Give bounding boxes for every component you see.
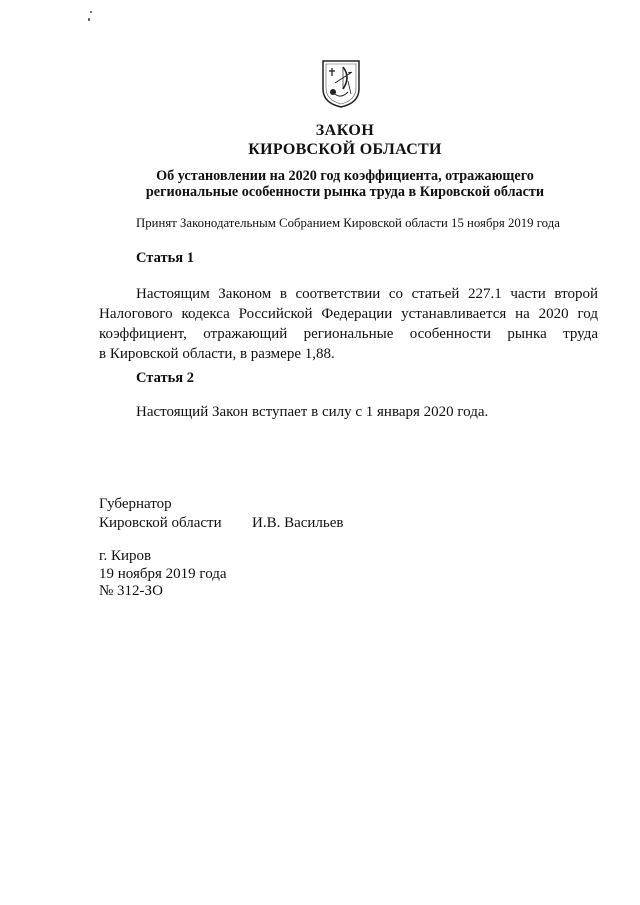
article-2-heading: Статья 2: [136, 370, 194, 386]
signatory-position: Губернатор: [99, 496, 172, 512]
signatory-name: И.В. Васильев: [252, 515, 344, 531]
kirov-oblast-coat-of-arms-icon: [321, 59, 361, 109]
scan-speck: [88, 18, 90, 21]
law-region: КИРОВСКОЙ ОБЛАСТИ: [248, 141, 442, 158]
article-1-line: Налогового кодекса Российской Федерации устанавливается на 2020 год: [99, 306, 598, 322]
article-1-line: коэффициент, отражающий региональные особенности рынка труда: [99, 326, 598, 342]
law-number: № 312-ЗО: [99, 583, 163, 599]
law-subject-line-2: региональные особенности рынка труда в Кировской области: [145, 184, 545, 200]
scan-speck: [90, 11, 92, 13]
law-title: ЗАКОН: [315, 122, 375, 139]
article-1-line: в Кировской области, в размере 1,88.: [99, 346, 335, 362]
article-1-text: [99, 284, 598, 364]
issue-city: г. Киров: [99, 548, 152, 564]
article-1-heading: Статья 1: [136, 250, 194, 266]
law-subject-line-1: Об установлении на 2020 год коэффициента, отражающего: [156, 168, 534, 184]
article-2-text: Настоящий Закон вступает в силу с 1 января 2020 года.: [136, 404, 489, 420]
issue-date: 19 ноября 2019 года: [99, 566, 227, 582]
adoption-note: Принят Законодательным Собранием Кировской области 15 ноября 2019 года: [136, 216, 560, 230]
article-1-line: Настоящим Законом в соответствии со статьей 227.1 части второй: [136, 286, 598, 302]
signatory-region: Кировской области: [99, 515, 222, 531]
